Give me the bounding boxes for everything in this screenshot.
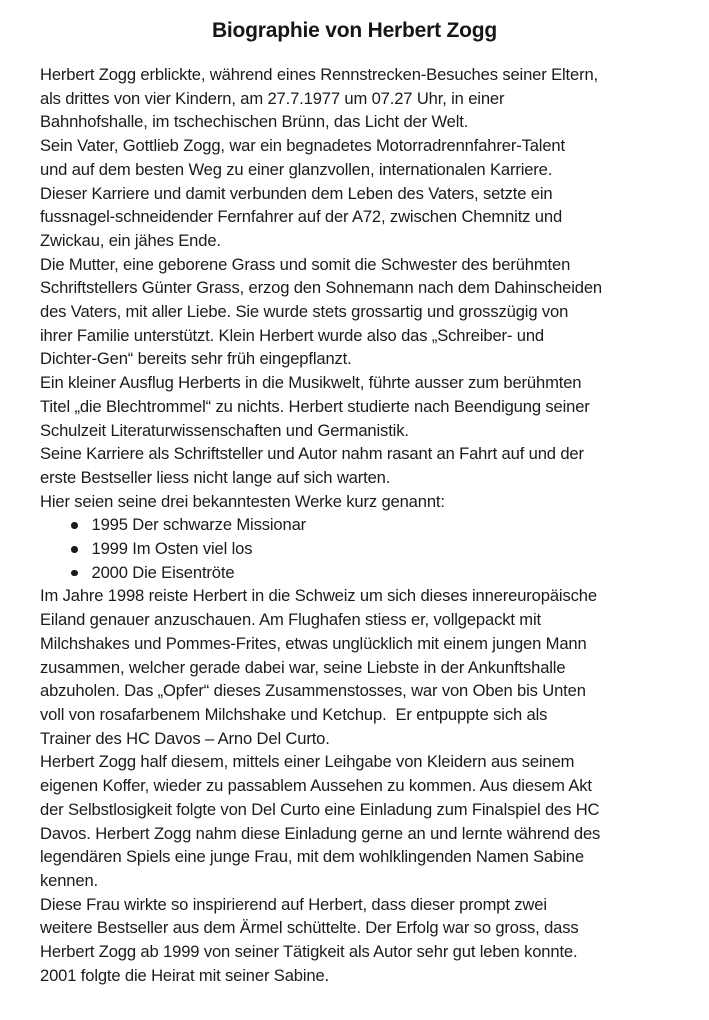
text-line: eigenen Koffer, wieder zu passablem Aussehen zu kommen. Aus diesem Akt (40, 776, 592, 796)
text-line: kennen. (40, 870, 99, 890)
text-line: der Selbstlosigkeit folgte von Del Curto eine Einladung zum Finalspiel des HC (40, 799, 600, 819)
text-line: Davos. Herbert Zogg nahm diese Einladung gerne an und lernte während des (40, 823, 601, 843)
text-line: als drittes von vier Kindern, am 27.7.1977 um 07.27 Uhr, in einer (40, 88, 505, 108)
text-line: zusammen, welcher gerade dabei war, seine Liebste in der Ankunftshalle (40, 657, 566, 677)
bullet-icon (71, 546, 78, 553)
page-title: Biographie von Herbert Zogg (211, 19, 498, 42)
text-line: Seine Karriere als Schriftsteller und Autor nahm rasant an Fahrt auf und der (40, 444, 584, 464)
bullet-item-text: 1999 Im Osten viel los (91, 539, 253, 559)
text-line: 2001 folgte die Heirat mit seiner Sabine. (40, 965, 330, 985)
text-line: Milchshakes und Pommes-Frites, etwas unglücklich mit einem jungen Mann (40, 633, 587, 653)
text-line: Dieser Karriere und damit verbunden dem Leben des Vaters, setzte ein (40, 183, 553, 203)
text-line: des Vaters, mit aller Liebe. Sie wurde stets grossartig und grosszügig von (40, 302, 569, 322)
text-line: Ein kleiner Ausflug Herberts in die Musikwelt, führte ausser zum berühmten (40, 373, 582, 393)
text-line: Diese Frau wirkte so inspirierend auf Herbert, dass dieser prompt zwei (40, 894, 547, 914)
bullet-icon (71, 522, 78, 529)
text-line: weitere Bestseller aus dem Ärmel schüttelte. Der Erfolg war so gross, dass (40, 918, 579, 938)
text-line: Bahnhofshalle, im tschechischen Brünn, das Licht der Welt. (40, 112, 469, 132)
text-line: und auf dem besten Weg zu einer glanzvollen, internationalen Karriere. (40, 159, 553, 179)
text-line: Schriftstellers Günter Grass, erzog den Sohnemann nach dem Dahinscheiden (40, 278, 602, 298)
text-line: Dichter-Gen“ bereits sehr früh eingepflanzt. (40, 349, 352, 369)
text-line: Eiland genauer anzuschauen. Am Flughafen stiess er, vollgepackt mit (40, 610, 541, 630)
text-line: Herbert Zogg ab 1999 von seiner Tätigkeit als Autor sehr gut leben konnte. (40, 942, 578, 962)
text-line: Zwickau, ein jähes Ende. (40, 230, 221, 250)
bullet-list-item (40, 537, 669, 561)
text-line: Trainer des HC Davos – Arno Del Curto. (40, 728, 330, 748)
text-line: fussnagel-schneidender Fernfahrer auf der A72, zwischen Chemnitz und (40, 207, 563, 227)
text-line: Herbert Zogg erblickte, während eines Rennstrecken-Besuches seiner Eltern, (40, 65, 598, 84)
bullet-list-item (40, 513, 669, 537)
text-line: ihrer Familie unterstützt. Klein Herbert wurde also das „Schreiber- und (40, 325, 544, 345)
document-body (40, 63, 669, 987)
text-line: Die Mutter, eine geborene Grass und somit die Schwester des berühmten (40, 254, 571, 274)
text-line: Schulzeit Literaturwissenschaften und Germanistik. (40, 420, 409, 440)
bullet-list-item (40, 561, 669, 585)
text-line: Hier seien seine drei bekanntesten Werke kurz genannt: (40, 491, 445, 511)
text-line: Im Jahre 1998 reiste Herbert in die Schweiz um sich dieses innereuropäische (40, 586, 597, 606)
text-line: abzuholen. Das „Opfer“ dieses Zusammenstosses, war von Oben bis Unten (40, 681, 586, 701)
text-line: Titel „die Blechtrommel“ zu nichts. Herbert studierte nach Beendigung seiner (40, 396, 590, 416)
text-line: Herbert Zogg half diesem, mittels einer Leihgabe von Kleidern aus seinem (40, 752, 575, 772)
bullet-icon (71, 570, 78, 577)
text-line: Sein Vater, Gottlieb Zogg, war ein begnadetes Motorradrennfahrer-Talent (40, 136, 565, 156)
bullet-item-text: 2000 Die Eisentröte (91, 562, 235, 582)
text-line: voll von rosafarbenem Milchshake und Ketchup. Er entpuppte sich als (40, 704, 548, 724)
text-line: erste Bestseller liess nicht lange auf sich warten. (40, 467, 391, 487)
text-line: legendären Spiels eine junge Frau, mit dem wohlklingenden Namen Sabine (40, 847, 584, 867)
bullet-item-text: 1995 Der schwarze Missionar (91, 515, 307, 535)
